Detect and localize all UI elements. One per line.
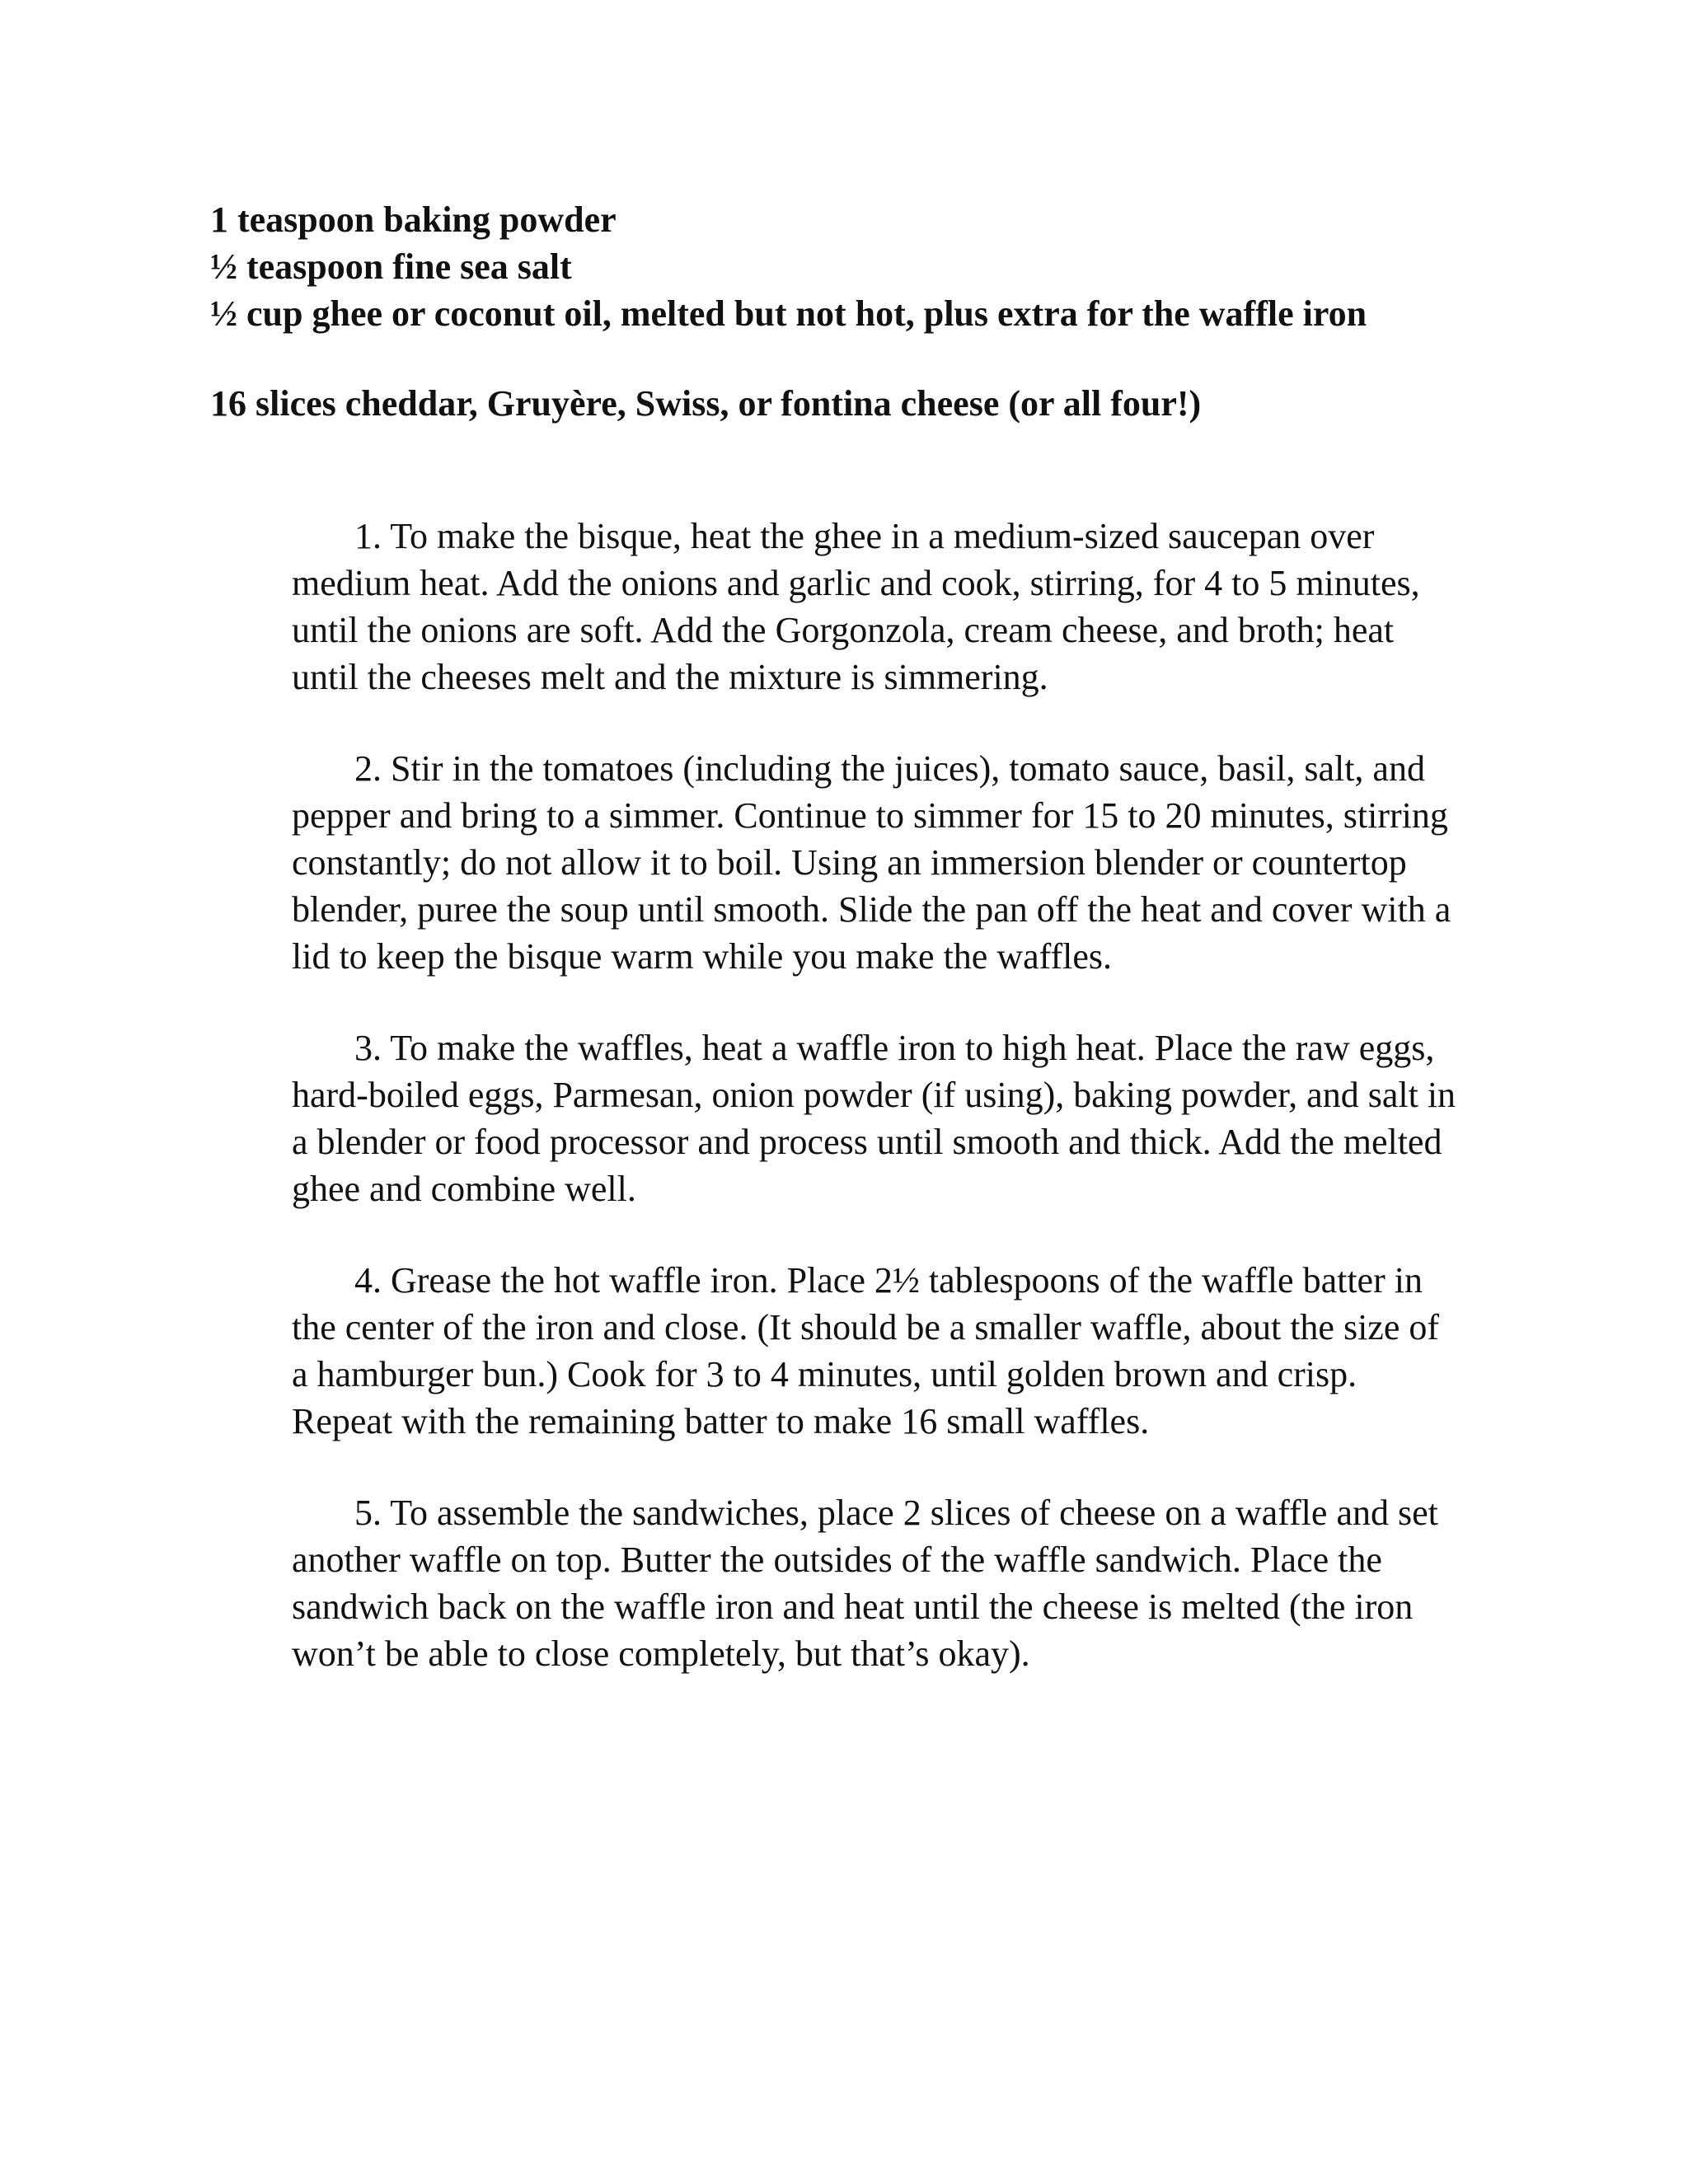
instruction-step-4: 4. Grease the hot waffle iron. Place 2½ tablespoons of the waffle batter in the center of the iron and close. (It should be a smaller waffle, about the size of a hamburger bun.) Cook for 3 to 4 minutes, until golden brown and crisp. Repeat with the remaining batter to make 16 small waffles. xyxy=(292,1260,1440,1441)
instruction-step-3: 3. To make the waffles, heat a waffle iron to high heat. Place the raw eggs, hard-boiled eggs, Parmesan, onion powder (if using), baking powder, and salt in a blender or food processor and process until smooth and thick. Add the melted ghee and combine well. xyxy=(292,1028,1456,1209)
ingredient-item: ½ teaspoon fine sea salt xyxy=(210,246,572,287)
ingredient-item: ½ cup ghee or coconut oil, melted but not hot, plus extra for the waffle iron xyxy=(210,293,1367,334)
instruction-step-1: 1. To make the bisque, heat the ghee in a medium-sized saucepan over medium heat. Add the onions and garlic and cook, stirring, for 4 to 5 minutes, until the onions are soft. Add the Gorgonzola, cream cheese, and broth; heat until the cheeses melt and the mixture is simmering. xyxy=(292,516,1420,697)
instruction-step-2: 2. Stir in the tomatoes (including the juices), tomato sauce, basil, salt, and pepper and bring to a simmer. Continue to simmer for 15 to 20 minutes, stirring constantly; do not allow it to boil. Using an immersion blender or countertop blender, puree the soup until smooth. Slide the pan off the heat and cover with a lid to keep the bisque warm while you make the waffles. xyxy=(292,748,1451,977)
instruction-step-5: 5. To assemble the sandwiches, place 2 slices of cheese on a waffle and set another waffle on top. Butter the outsides of the waffle sandwich. Place the sandwich back on the waffle iron and heat until the cheese is melted (the iron won’t be able to close completely, but that’s okay). xyxy=(292,1493,1438,1674)
ingredient-list xyxy=(210,196,1496,427)
ingredient-item: 16 slices cheddar, Gruyère, Swiss, or fontina cheese (or all four!) xyxy=(210,383,1202,424)
ingredient-item: 1 teaspoon baking powder xyxy=(210,199,617,240)
instruction-list xyxy=(292,513,1462,1722)
